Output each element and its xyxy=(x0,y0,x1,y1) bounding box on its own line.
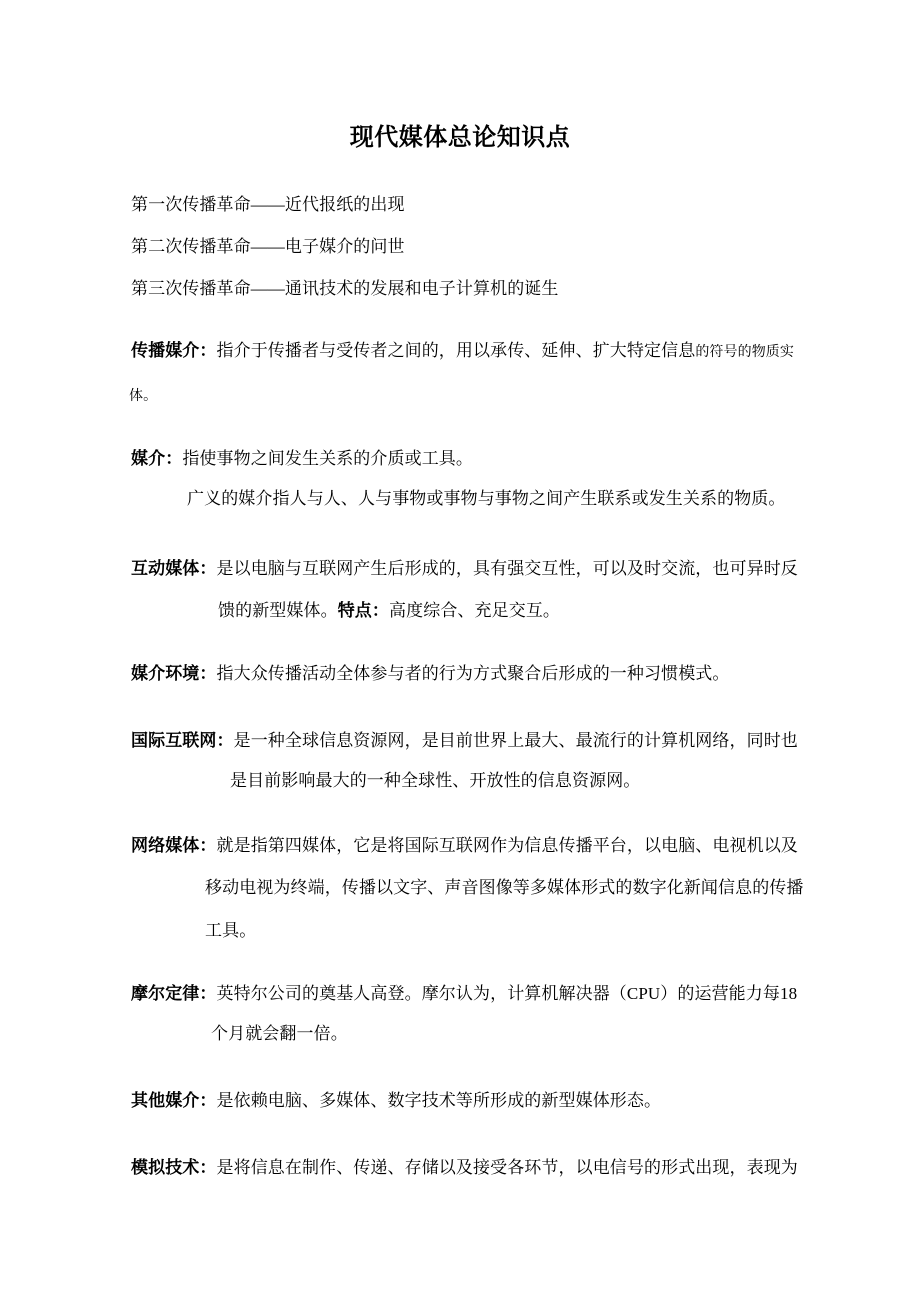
entry-internet-line2 xyxy=(230,770,640,792)
entry-other-media-line1 xyxy=(131,1090,661,1112)
entry-communication-medium-line1 xyxy=(131,340,794,364)
entry-text: 就是指第四媒体，它是将国际互联网作为信息传播平台，以电脑、电视机以及 xyxy=(216,836,798,855)
entry-label: 互动媒体： xyxy=(131,559,217,578)
entry-text: 英特尔公司的奠基人高登。摩尔认为，计算机解决器（CPU）的运营能力每18 xyxy=(216,984,798,1003)
entry-text: 个月就会翻一倍。 xyxy=(211,1024,348,1043)
entry-label: 传播媒介： xyxy=(131,341,217,360)
entry-label: 模拟技术： xyxy=(131,1158,217,1177)
entry-text: 移动电视为终端，传播以文字、声音图像等多媒体形式的数字化新闻信息的传播 xyxy=(205,878,804,897)
intro-line-second-revolution: 第二次传播革命——电子媒介的问世 xyxy=(131,237,405,256)
page-title: 现代媒体总论知识点 xyxy=(349,125,571,151)
entry-text: 指大众传播活动全体参与者的行为方式聚合后形成的一种习惯模式。 xyxy=(216,664,730,683)
entry-network-media-line1 xyxy=(131,835,798,857)
entry-label: 网络媒体： xyxy=(131,836,217,855)
entry-text: 工具。 xyxy=(205,921,257,940)
intro-line-third-revolution: 第三次传播革命——通讯技术的发展和电子计算机的诞生 xyxy=(131,279,559,298)
entry-text: 是目前影响最大的一种全球性、开放性的信息资源网。 xyxy=(230,771,641,790)
entry-analog-technology-line1 xyxy=(131,1157,798,1179)
entry-sublabel: 特点： xyxy=(337,601,390,620)
entry-text: 指介于传播者与受传者之间的，用以承传、延伸、扩大特定信息 xyxy=(216,341,696,360)
entry-text: 广义的媒介指人与人、人与事物或事物与事物之间产生联系或发生关系的物质。 xyxy=(187,489,786,508)
entry-medium-line1 xyxy=(131,448,473,470)
entry-text: 馈的新型媒体。 xyxy=(218,601,338,620)
entry-moores-law-line2 xyxy=(211,1023,348,1045)
entry-label: 摩尔定律： xyxy=(131,984,217,1003)
entry-network-media-line2 xyxy=(205,877,804,899)
entry-text: 是以电脑与互联网产生后形成的，具有强交互性，可以及时交流，也可异时反 xyxy=(216,559,798,578)
entry-communication-medium-line2 xyxy=(129,386,157,408)
entry-moores-law-line1 xyxy=(131,983,797,1005)
entry-media-environment-line1 xyxy=(131,663,730,685)
entry-network-media-line3 xyxy=(205,920,256,942)
entry-medium-line2 xyxy=(187,488,786,510)
entry-label: 媒介环境： xyxy=(131,664,217,683)
entry-text: 高度综合、充足交互。 xyxy=(389,601,561,620)
entry-interactive-media-line2 xyxy=(218,600,560,622)
entry-interactive-media-line1 xyxy=(131,558,798,580)
entry-text: 是依赖电脑、多媒体、数字技术等所形成的新型媒体形态。 xyxy=(216,1091,662,1110)
entry-text-small: 体。 xyxy=(129,389,158,404)
entry-text: 指使事物之间发生关系的介质或工具。 xyxy=(182,449,474,468)
entry-internet-line1 xyxy=(131,730,798,752)
entry-label: 媒介： xyxy=(131,449,183,468)
intro-line-first-revolution: 第一次传播革命——近代报纸的出现 xyxy=(131,195,405,214)
entry-text: 是将信息在制作、传递、存储以及接受各环节，以电信号的形式出现，表现为 xyxy=(216,1158,798,1177)
entry-label: 其他媒介： xyxy=(131,1091,217,1110)
entry-text: 是一种全球信息资源网，是目前世界上最大、最流行的计算机网络，同时也 xyxy=(233,731,798,750)
entry-label: 国际互联网： xyxy=(131,731,234,750)
entry-text-small: 的符号的物质实 xyxy=(695,345,795,360)
